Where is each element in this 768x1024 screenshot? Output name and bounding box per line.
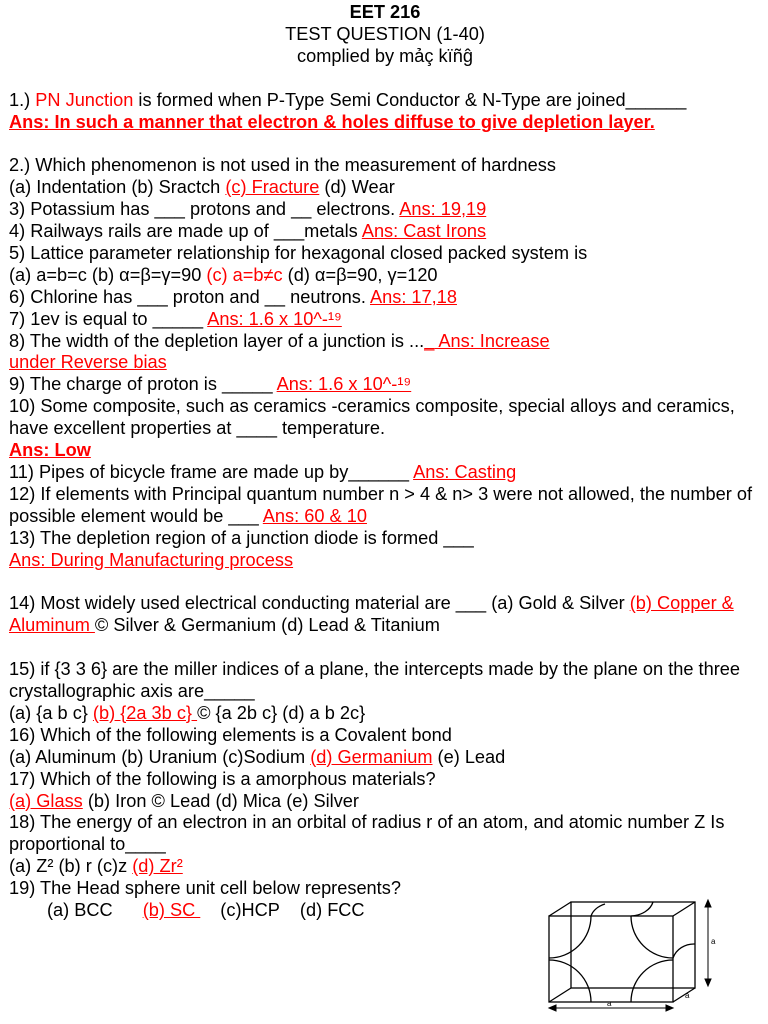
sphere-arc [673,944,695,958]
q2-options-b: (d) Wear [319,177,395,198]
q1-text: is formed when P-Type Semi Conductor & N-Type are joined______ [133,89,687,110]
q5-options-b: (d) α=β=90, γ=120 [282,264,438,285]
q2-options-a: (a) Indentation (b) Sractch [9,177,226,198]
cube-dim-label: a [607,999,612,1008]
question-18: 18) The energy of an electron in an orbital of radius r of an atom, and atomic number Z Is proportional to____ [9,812,725,855]
q16-options-b: (e) Lead [432,746,506,767]
q15-options [9,703,761,725]
q15-options-b: © {a 2b c} (d) a b 2c} [197,702,366,723]
q5-options [9,265,761,287]
q14-answer: (b) Copper & Aluminum [9,593,734,636]
q15-options-a: (a) {a b c} [9,702,93,723]
question-17: 17) Which of the following is a amorphous materials? [9,768,436,789]
question-9 [9,374,761,396]
q8-text: 8) The width of the depletion layer of a junction is ... [9,330,425,351]
q18-options [9,856,761,878]
q4-text: 4) Railways rails are made up of ___metals [9,221,362,242]
spacer [9,572,761,594]
question-10: 10) Some composite, such as ceramics -ceramics composite, special alloys and ceramics, have excellent properties at ____ temperature. [9,396,735,439]
q9-text: 9) The charge of proton is _____ [9,374,277,395]
document [9,2,761,922]
q2-options [9,177,761,199]
sphere-arc [631,960,673,1002]
q19-option-d: (d) FCC [299,900,365,921]
spacer [9,68,761,90]
question-13: 13) The depletion region of a junction diode is formed ___ [9,527,474,548]
spacer [9,133,761,155]
doc-title: EET 216 [349,2,421,22]
q7-answer: Ans: 1.6 x 10^-¹⁹ [207,308,342,329]
question-1 [9,90,761,112]
q17-options-b: (b) Iron © Lead (d) Mica (e) Silver [82,790,359,811]
q11-text: 11) Pipes of bicycle frame are made up by______ [9,462,414,482]
q14-text: 14) Most widely used electrical conducting material are ___ (a) Gold & Silver [9,593,630,614]
q9-answer: Ans: 1.6 x 10^-¹⁹ [276,374,412,395]
q8-blank: _ [424,330,435,351]
q6-answer: Ans: 17,18 [369,286,457,307]
question-12 [9,484,761,528]
q11-answer: Ans: Casting [413,462,517,482]
q16-options-a: (a) Aluminum (b) Uranium (c)Sodium [9,746,311,767]
doc-compiler: complied by mảç kïñĝ [297,45,473,66]
question-19: 19) The Head sphere unit cell below represents? [9,878,401,899]
q1-prefix: 1.) [9,89,36,110]
q18-options-a: (a) Z² (b) r (c)z [9,856,133,877]
spacer [9,637,761,659]
sphere-arc [549,960,591,1002]
q3-answer: Ans: 19,19 [399,199,487,220]
sphere-arc [631,916,673,958]
doc-subtitle: TEST QUESTION (1-40) [285,23,485,44]
q1-term: PN Junction [35,89,134,110]
q19-option-c: (c)HCP [220,900,280,921]
q15-answer: (b) {2a 3b c} [92,702,198,723]
question-11 [9,462,761,484]
q3-text: 3) Potassium has ___ protons and __ electrons. [9,199,400,220]
question-8 [9,331,761,353]
q19-answer: (b) SC [142,900,201,921]
question-6 [9,287,761,309]
question-4 [9,221,761,243]
q17-options [9,791,761,813]
q16-answer: (d) Germanium [310,746,433,767]
q5-answer: (c) a=b≠c [206,264,283,285]
q13-answer: Ans: During Manufacturing process [9,549,294,570]
q17-answer: (a) Glass [9,790,83,811]
sphere-arc [631,902,653,916]
q19-option-a: (a) BCC [47,900,113,921]
q8-answer-cont: under Reverse bias [9,352,167,373]
q10-answer: Ans: Low [9,440,91,461]
q2-answer: (c) Fracture [225,177,320,198]
sc-unit-cell-diagram [543,898,719,1012]
question-7 [9,309,761,331]
q12-answer: Ans: 60 & 10 [262,505,367,526]
q14-rest: © Silver & Germanium (d) Lead & Titanium [94,615,440,636]
q7-text: 7) 1ev is equal to _____ [9,308,208,329]
q5-options-a: (a) a=b=c (b) α=β=γ=90 [9,264,207,285]
sphere-arc [549,916,591,958]
sphere-arc [591,904,605,916]
q18-answer: (d) Zr² [132,856,183,877]
question-2: 2.) Which phenomenon is not used in the measurement of hardness [9,155,556,176]
q12-text: 12) If elements with Principal quantum number n > 4 & n> 3 were not allowed, the number of possible element would be ___ [9,483,753,526]
question-15: 15) if {3 3 6} are the miller indices of a plane, the intercepts made by the plane on the three crystallographic axis are_____ [9,659,740,702]
q16-options [9,747,761,769]
question-14 [9,593,761,637]
question-16: 16) Which of the following elements is a Covalent bond [9,724,452,745]
question-5: 5) Lattice parameter relationship for hexagonal closed packed system is [9,242,588,263]
question-3 [9,199,761,221]
cube-back-face [571,902,695,988]
q6-text: 6) Chlorine has ___ proton and __ neutrons. [9,286,370,307]
cube-front-face [549,916,673,1002]
q8-answer: Ans: Increase [434,330,550,351]
q1-answer: Ans: In such a manner that electron & holes diffuse to give depletion layer. [9,111,655,132]
cube-dim-label: a [685,991,690,1000]
cube-dim-label: a [711,937,716,946]
q4-answer: Ans: Cast Irons [361,221,487,242]
